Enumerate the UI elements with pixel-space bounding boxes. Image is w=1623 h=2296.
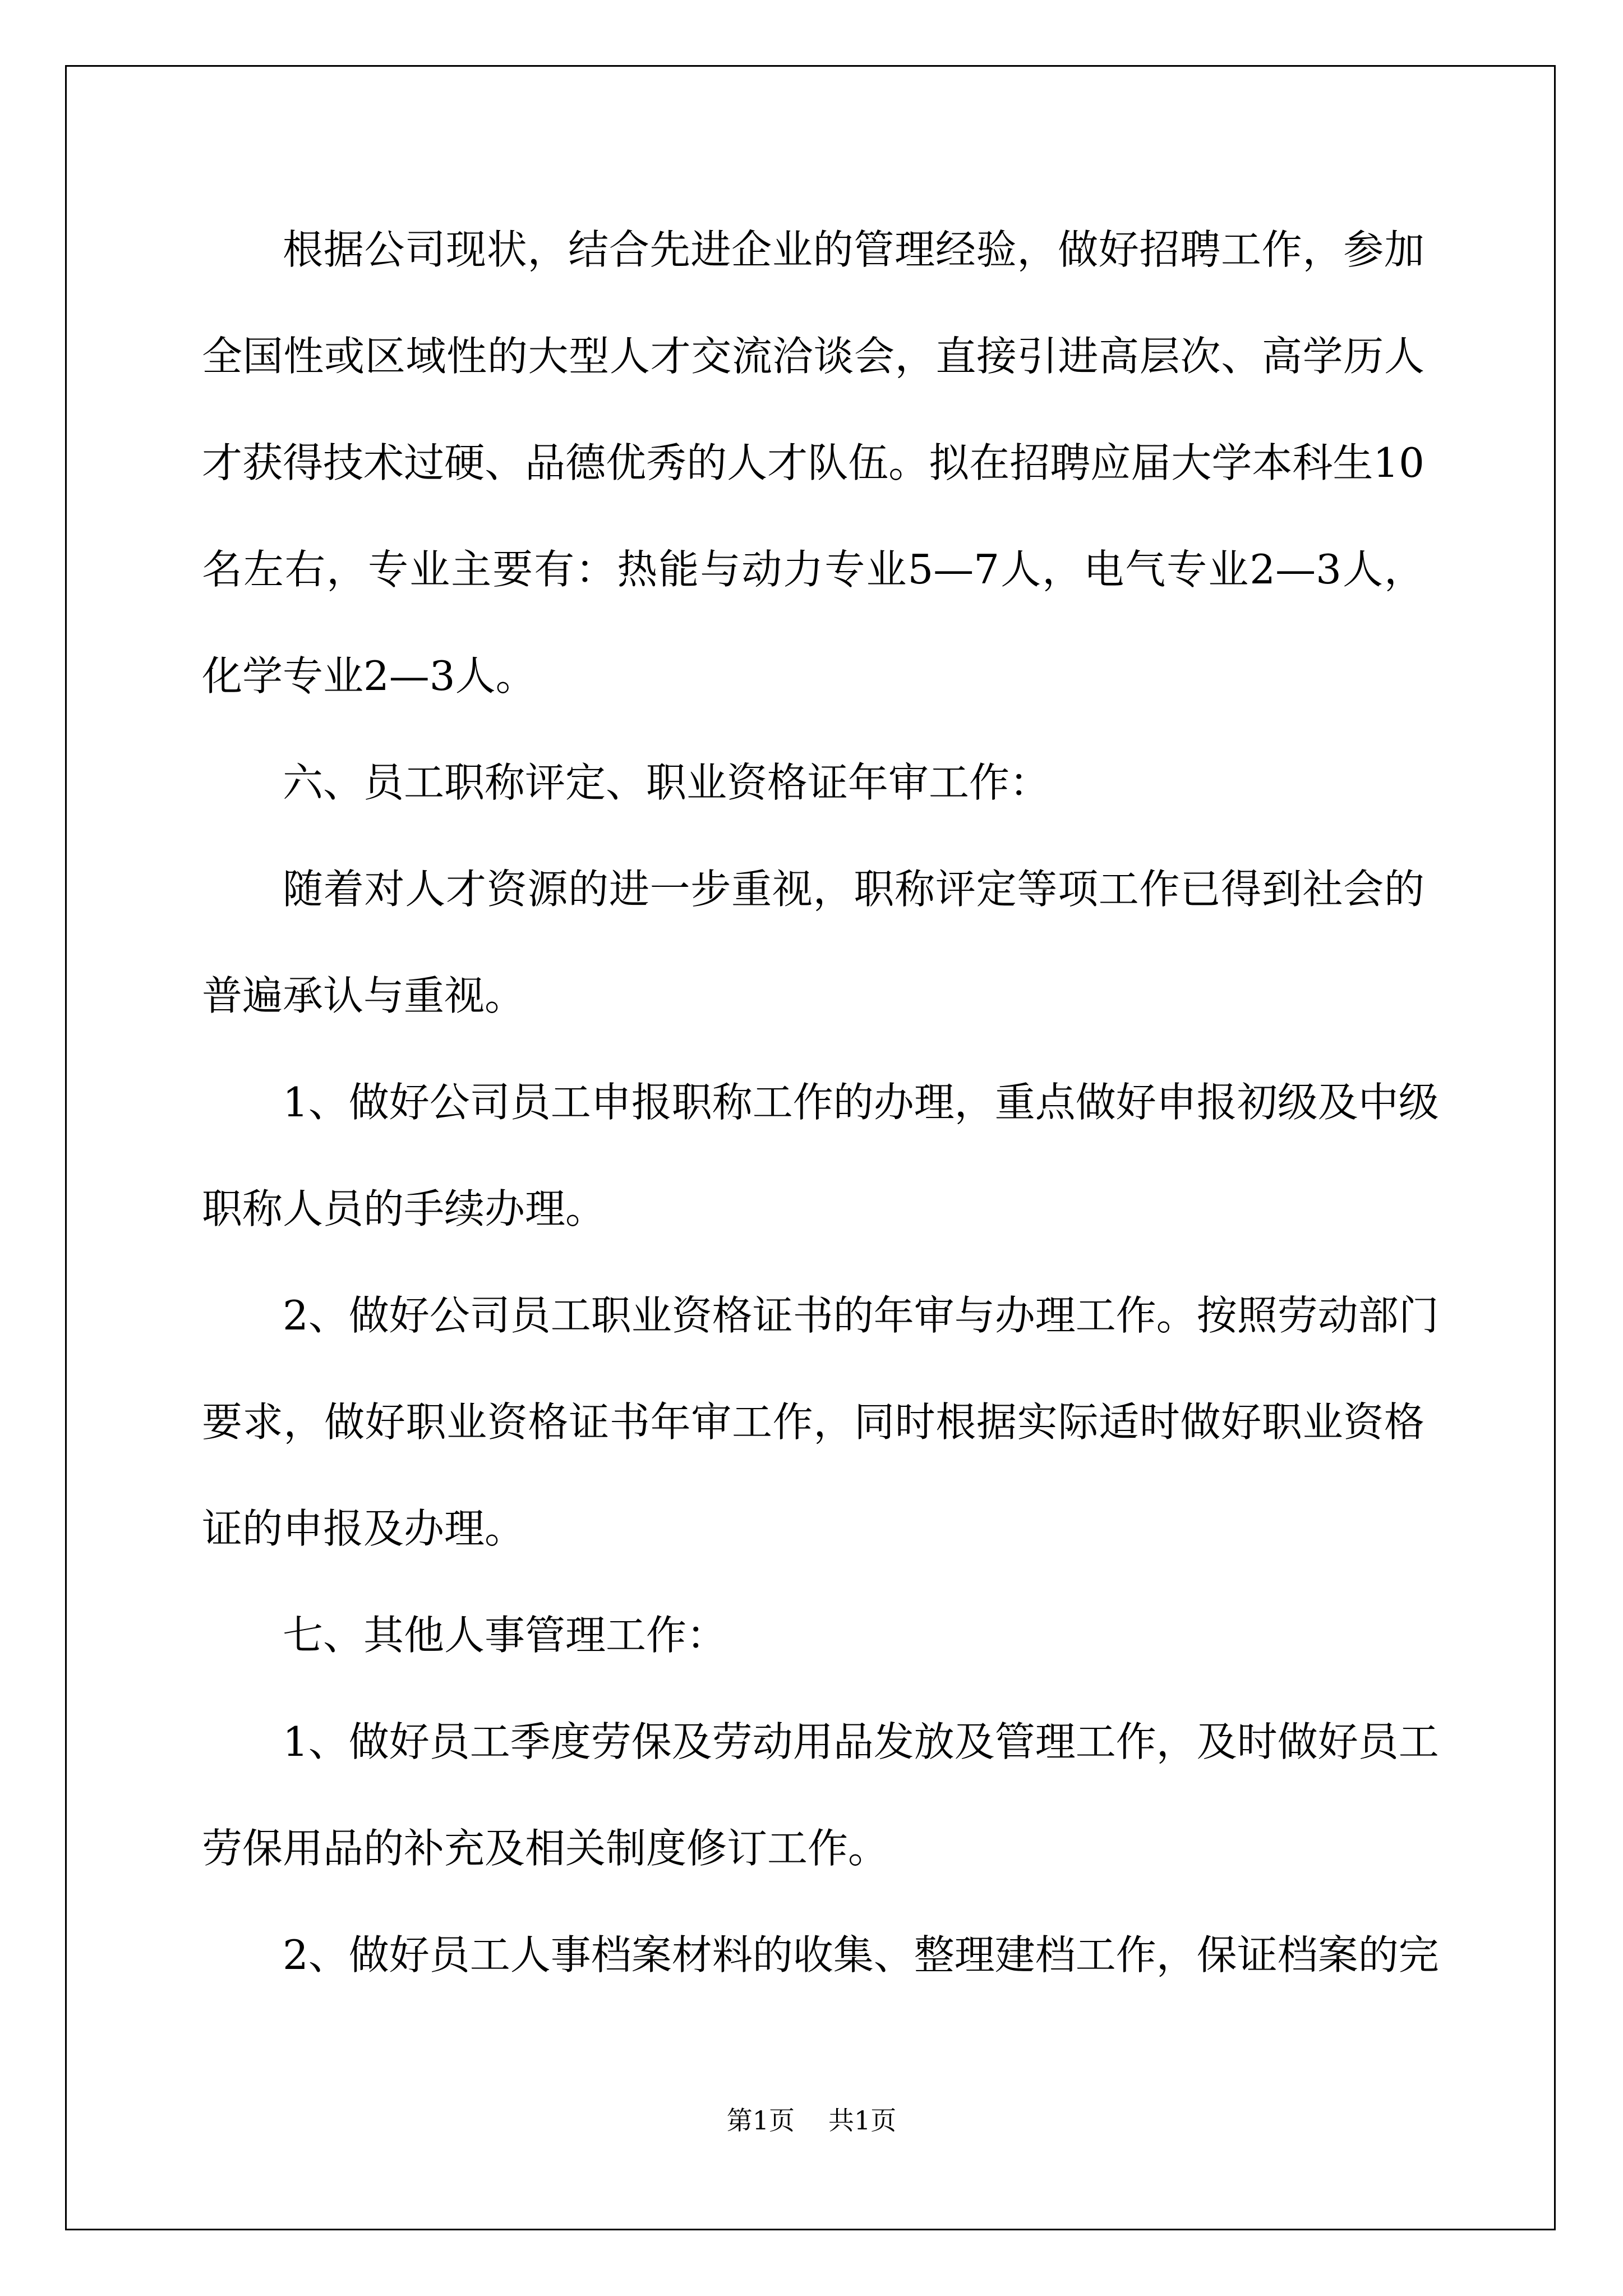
paragraph-line: 随着对人才资源的进一步重视，职称评定等项工作已得到社会的 [283, 866, 1424, 913]
paragraph-line: 普遍承认与重视。 [202, 972, 525, 1019]
list-item-line: 要求，做好职业资格证书年审工作，同时根据实际适时做好职业资格 [202, 1398, 1424, 1446]
paragraph-line: 化学专业2—3人。 [202, 652, 536, 700]
list-item-line: 1、做好员工季度劳保及劳动用品发放及管理工作，及时做好员工 [283, 1718, 1439, 1765]
list-item-line: 职称人员的手续办理。 [202, 1185, 606, 1232]
list-item-line: 2、做好公司员工职业资格证书的年审与办理工作。按照劳动部门 [283, 1292, 1439, 1339]
section-heading: 六、员工职称评定、职业资格证年审工作： [283, 759, 1050, 806]
list-item-line: 证的申报及办理。 [202, 1505, 525, 1552]
page-footer [0, 2104, 1623, 2137]
document-body [202, 208, 1439, 2019]
section-heading: 七、其他人事管理工作： [283, 1612, 727, 1659]
list-item-line: 1、做好公司员工申报职称工作的办理，重点做好申报初级及中级 [283, 1079, 1439, 1126]
list-item-line: 劳保用品的补充及相关制度修订工作。 [202, 1825, 889, 1872]
paragraph-line: 根据公司现状，结合先进企业的管理经验，做好招聘工作，参加 [283, 226, 1424, 273]
page-number: 第1页 [726, 2105, 795, 2136]
paragraph-line: 全国性或区域性的大型人才交流洽谈会，直接引进高层次、高学历人 [202, 333, 1424, 380]
paragraph-line: 名左右，专业主要有：热能与动力专业5—7人，电气专业2—3人， [202, 546, 1424, 593]
list-item-line: 2、做好员工人事档案材料的收集、整理建档工作，保证档案的完 [283, 1931, 1439, 1978]
paragraph-line: 才获得技术过硬、品德优秀的人才队伍。拟在招聘应届大学本科生10 [202, 439, 1424, 486]
page-total: 共1页 [828, 2105, 897, 2136]
